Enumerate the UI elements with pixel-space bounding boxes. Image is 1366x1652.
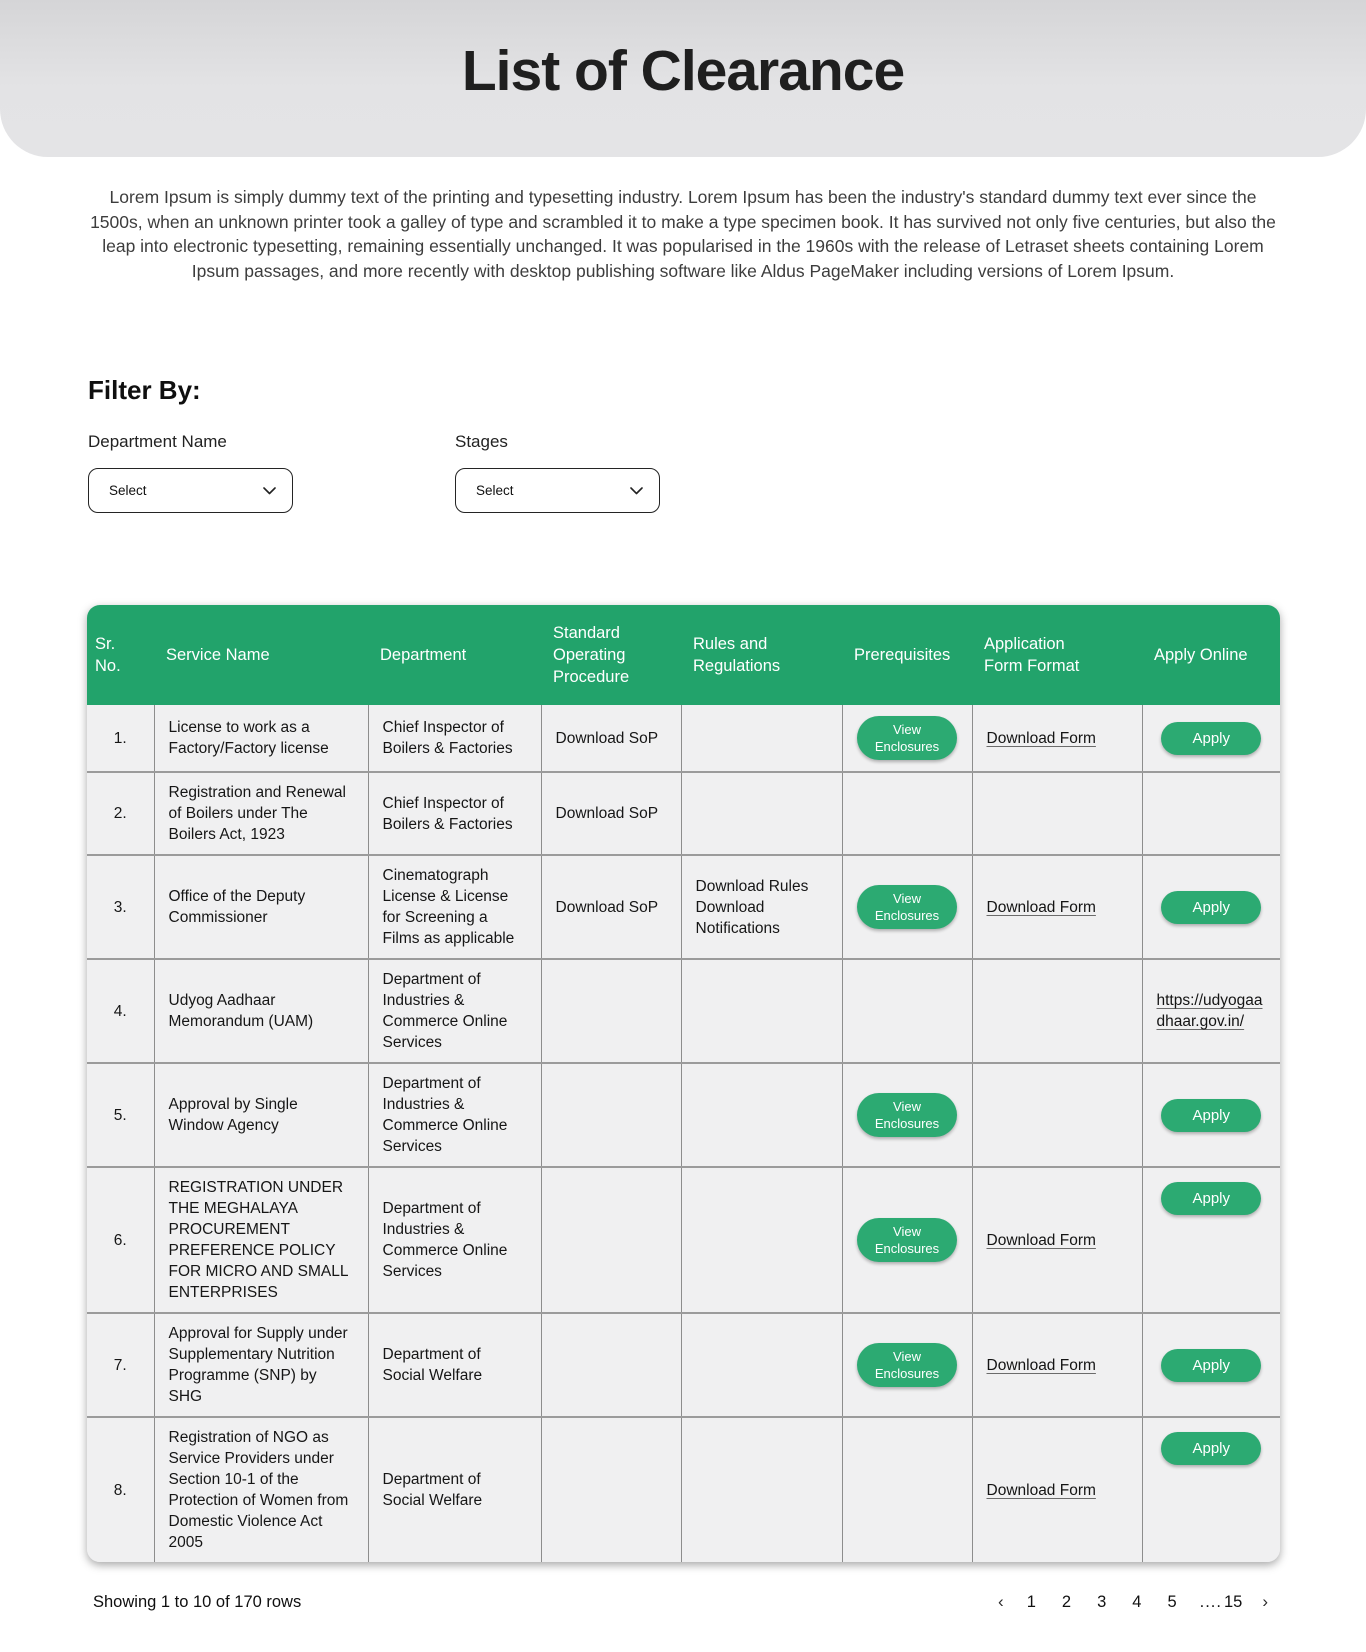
view-enclosures-button[interactable]: View Enclosures <box>857 1093 957 1137</box>
col-header-service-name: Service Name <box>154 605 368 705</box>
cell-prerequisites <box>842 1313 972 1417</box>
col-header-sop-label: Standard Operating Procedure <box>553 624 630 686</box>
cell-rules <box>681 1313 842 1417</box>
cell-application-form <box>972 1313 1142 1417</box>
download-notifications-link[interactable]: Download Notifications <box>695 898 780 937</box>
col-header-application-form-label: Application Form Format <box>984 635 1080 675</box>
pagination <box>988 1592 1278 1612</box>
cell-service-name: REGISTRATION UNDER THE MEGHALAYA PROCUREMENT PREFERENCE POLICY FOR MICRO AND SMALL ENTERPRISES <box>154 1167 368 1313</box>
cell-sr-no: 7. <box>87 1313 154 1417</box>
cell-application-form <box>972 855 1142 959</box>
cell-service-name: License to work as a Factory/Factory license <box>154 705 368 772</box>
page-title: List of Clearance <box>461 39 905 103</box>
download-sop-link[interactable]: Download SoP <box>555 805 659 822</box>
pagination-page-3[interactable]: 3 <box>1097 1592 1107 1611</box>
cell-sop <box>541 855 681 959</box>
pagination-ellipsis: .... <box>1199 1592 1222 1611</box>
chevron-down-icon <box>263 487 276 495</box>
cell-apply-online <box>1142 855 1280 959</box>
filter-field-department <box>88 406 293 513</box>
cell-rules <box>681 855 842 959</box>
cell-rules <box>681 772 842 855</box>
department-select-value: Select <box>109 483 147 498</box>
cell-prerequisites <box>842 855 972 959</box>
pagination-page-1[interactable]: 1 <box>1026 1592 1036 1611</box>
cell-department: Chief Inspector of Boilers & Factories <box>368 705 541 772</box>
download-rules-link[interactable]: Download Rules <box>695 877 809 895</box>
pagination-page-last[interactable]: 15 <box>1223 1592 1243 1611</box>
cell-sop <box>541 1417 681 1562</box>
cell-apply-online <box>1142 1313 1280 1417</box>
pagination-page-4[interactable]: 4 <box>1132 1592 1142 1611</box>
pagination-page-2[interactable]: 2 <box>1061 1592 1072 1611</box>
department-name-label: Department Name <box>88 432 227 451</box>
rows-summary: Showing 1 to 10 of 170 rows <box>93 1592 302 1611</box>
cell-sop <box>541 1063 681 1167</box>
cell-apply-online <box>1142 772 1280 855</box>
col-header-sop <box>541 605 681 705</box>
view-enclosures-button[interactable]: View Enclosures <box>857 716 957 760</box>
clearance-table <box>87 605 1280 1562</box>
intro-paragraph: Lorem Ipsum is simply dummy text of the printing and typesetting industry. Lorem Ipsum has been the industry's standard dummy text ever since the 1500s, when an unknown printer took a galley of type and scrambled it to make a type specimen book. It has survived not only five centuries, but also the leap into electronic typesetting, remaining essentially unchanged. It was popularised in the 1960s with the release of Letraset sheets containing Lorem Ipsum passages, and more recently with desktop publishing software like Aldus PageMaker including versions of Lorem Ipsum. <box>90 187 1276 281</box>
udyog-aadhaar-link[interactable]: https://udyogaadhaar.gov.in/ <box>1156 992 1263 1030</box>
cell-sop <box>541 959 681 1063</box>
cell-application-form <box>972 959 1142 1063</box>
table-row <box>87 855 1280 959</box>
apply-button[interactable]: Apply <box>1161 1432 1261 1465</box>
col-header-prerequisites: Prerequisites <box>842 605 972 705</box>
cell-service-name: Registration of NGO as Service Providers under Section 10-1 of the Protection of Women from Domestic Violence Act 2005 <box>154 1417 368 1562</box>
stages-label: Stages <box>455 432 508 451</box>
cell-sr-no: 2. <box>87 772 154 855</box>
cell-apply-online <box>1142 1063 1280 1167</box>
col-header-apply-online: Apply Online <box>1142 605 1280 705</box>
cell-rules <box>681 959 842 1063</box>
cell-service-name: Udyog Aadhaar Memorandum (UAM) <box>154 959 368 1063</box>
cell-department: Department of Industries & Commerce Online Services <box>368 1063 541 1167</box>
stages-select[interactable] <box>455 468 660 513</box>
cell-department: Department of Social Welfare <box>368 1417 541 1562</box>
stages-select-value: Select <box>476 483 514 498</box>
filter-field-stages <box>455 406 660 513</box>
cell-department: Department of Industries & Commerce Online Services <box>368 959 541 1063</box>
table-row <box>87 772 1280 855</box>
view-enclosures-button[interactable]: View Enclosures <box>857 885 957 929</box>
cell-sr-no: 6. <box>87 1167 154 1313</box>
download-form-link[interactable]: Download Form <box>986 898 1096 916</box>
cell-prerequisites <box>842 1063 972 1167</box>
download-sop-link[interactable]: Download SoP <box>555 729 659 747</box>
apply-button[interactable]: Apply <box>1161 722 1261 755</box>
filter-heading: Filter By: <box>88 375 201 405</box>
chevron-down-icon <box>630 487 643 495</box>
cell-department: Chief Inspector of Boilers & Factories <box>368 772 541 855</box>
pagination-page-5[interactable]: 5 <box>1167 1592 1177 1611</box>
table-row <box>87 1313 1280 1417</box>
table-row <box>87 1417 1280 1562</box>
cell-prerequisites <box>842 959 972 1063</box>
cell-sr-no: 8. <box>87 1417 154 1562</box>
cell-apply-online <box>1142 1417 1280 1562</box>
cell-apply-online <box>1142 1167 1280 1313</box>
pagination-next-icon[interactable]: › <box>1262 1592 1268 1611</box>
download-form-link[interactable]: Download Form <box>986 1356 1096 1374</box>
cell-sop <box>541 705 681 772</box>
cell-sop <box>541 772 681 855</box>
filter-section <box>88 375 1366 513</box>
download-form-link[interactable]: Download Form <box>986 1231 1096 1249</box>
cell-rules <box>681 1063 842 1167</box>
table-row <box>87 959 1280 1063</box>
cell-application-form <box>972 1063 1142 1167</box>
apply-button[interactable]: Apply <box>1161 1182 1261 1215</box>
cell-department: Department of Social Welfare <box>368 1313 541 1417</box>
cell-rules <box>681 1167 842 1313</box>
cell-apply-online <box>1142 705 1280 772</box>
cell-rules <box>681 1417 842 1562</box>
cell-sop <box>541 1313 681 1417</box>
cell-sr-no: 5. <box>87 1063 154 1167</box>
table-row <box>87 705 1280 772</box>
table-row <box>87 1167 1280 1313</box>
page-banner <box>0 0 1366 157</box>
cell-sr-no: 4. <box>87 959 154 1063</box>
cell-service-name: Approval for Supply under Supplementary Nutrition Programme (SNP) by SHG <box>154 1313 368 1417</box>
cell-sr-no: 1. <box>87 705 154 772</box>
pagination-prev-icon[interactable]: ‹ <box>998 1592 1004 1611</box>
table-footer <box>93 1592 1278 1652</box>
cell-prerequisites <box>842 772 972 855</box>
cell-sr-no: 3. <box>87 855 154 959</box>
col-header-rules-label: Rules and Regulations <box>693 635 781 675</box>
col-header-rules <box>681 605 842 705</box>
download-form-link[interactable]: Download Form <box>986 1481 1096 1499</box>
cell-prerequisites <box>842 705 972 772</box>
cell-prerequisites <box>842 1167 972 1313</box>
cell-department: Department of Industries & Commerce Online Services <box>368 1167 541 1313</box>
department-select[interactable] <box>88 468 293 513</box>
cell-application-form <box>972 1167 1142 1313</box>
cell-application-form <box>972 1417 1142 1562</box>
table-header-row <box>87 605 1280 705</box>
col-header-sr-no: Sr. No. <box>87 605 154 705</box>
apply-button[interactable]: Apply <box>1161 1099 1261 1132</box>
apply-button[interactable]: Apply <box>1161 891 1261 924</box>
download-form-link[interactable]: Download Form <box>986 729 1096 747</box>
cell-department: Cinematograph License & License for Screening a Films as applicable <box>368 855 541 959</box>
view-enclosures-button[interactable]: View Enclosures <box>857 1218 957 1262</box>
cell-service-name: Office of the Deputy Commissioner <box>154 855 368 959</box>
apply-button[interactable]: Apply <box>1161 1349 1261 1382</box>
cell-prerequisites <box>842 1417 972 1562</box>
cell-apply-online <box>1142 959 1280 1063</box>
cell-application-form <box>972 772 1142 855</box>
cell-service-name: Registration and Renewal of Boilers under The Boilers Act, 1923 <box>154 772 368 855</box>
table-row <box>87 1063 1280 1167</box>
view-enclosures-button[interactable]: View Enclosures <box>857 1343 957 1387</box>
cell-rules <box>681 705 842 772</box>
cell-application-form <box>972 705 1142 772</box>
col-header-application-form <box>972 605 1142 705</box>
download-sop-link[interactable]: Download SoP <box>555 898 659 916</box>
cell-service-name: Approval by Single Window Agency <box>154 1063 368 1167</box>
col-header-department: Department <box>368 605 541 705</box>
cell-sop <box>541 1167 681 1313</box>
